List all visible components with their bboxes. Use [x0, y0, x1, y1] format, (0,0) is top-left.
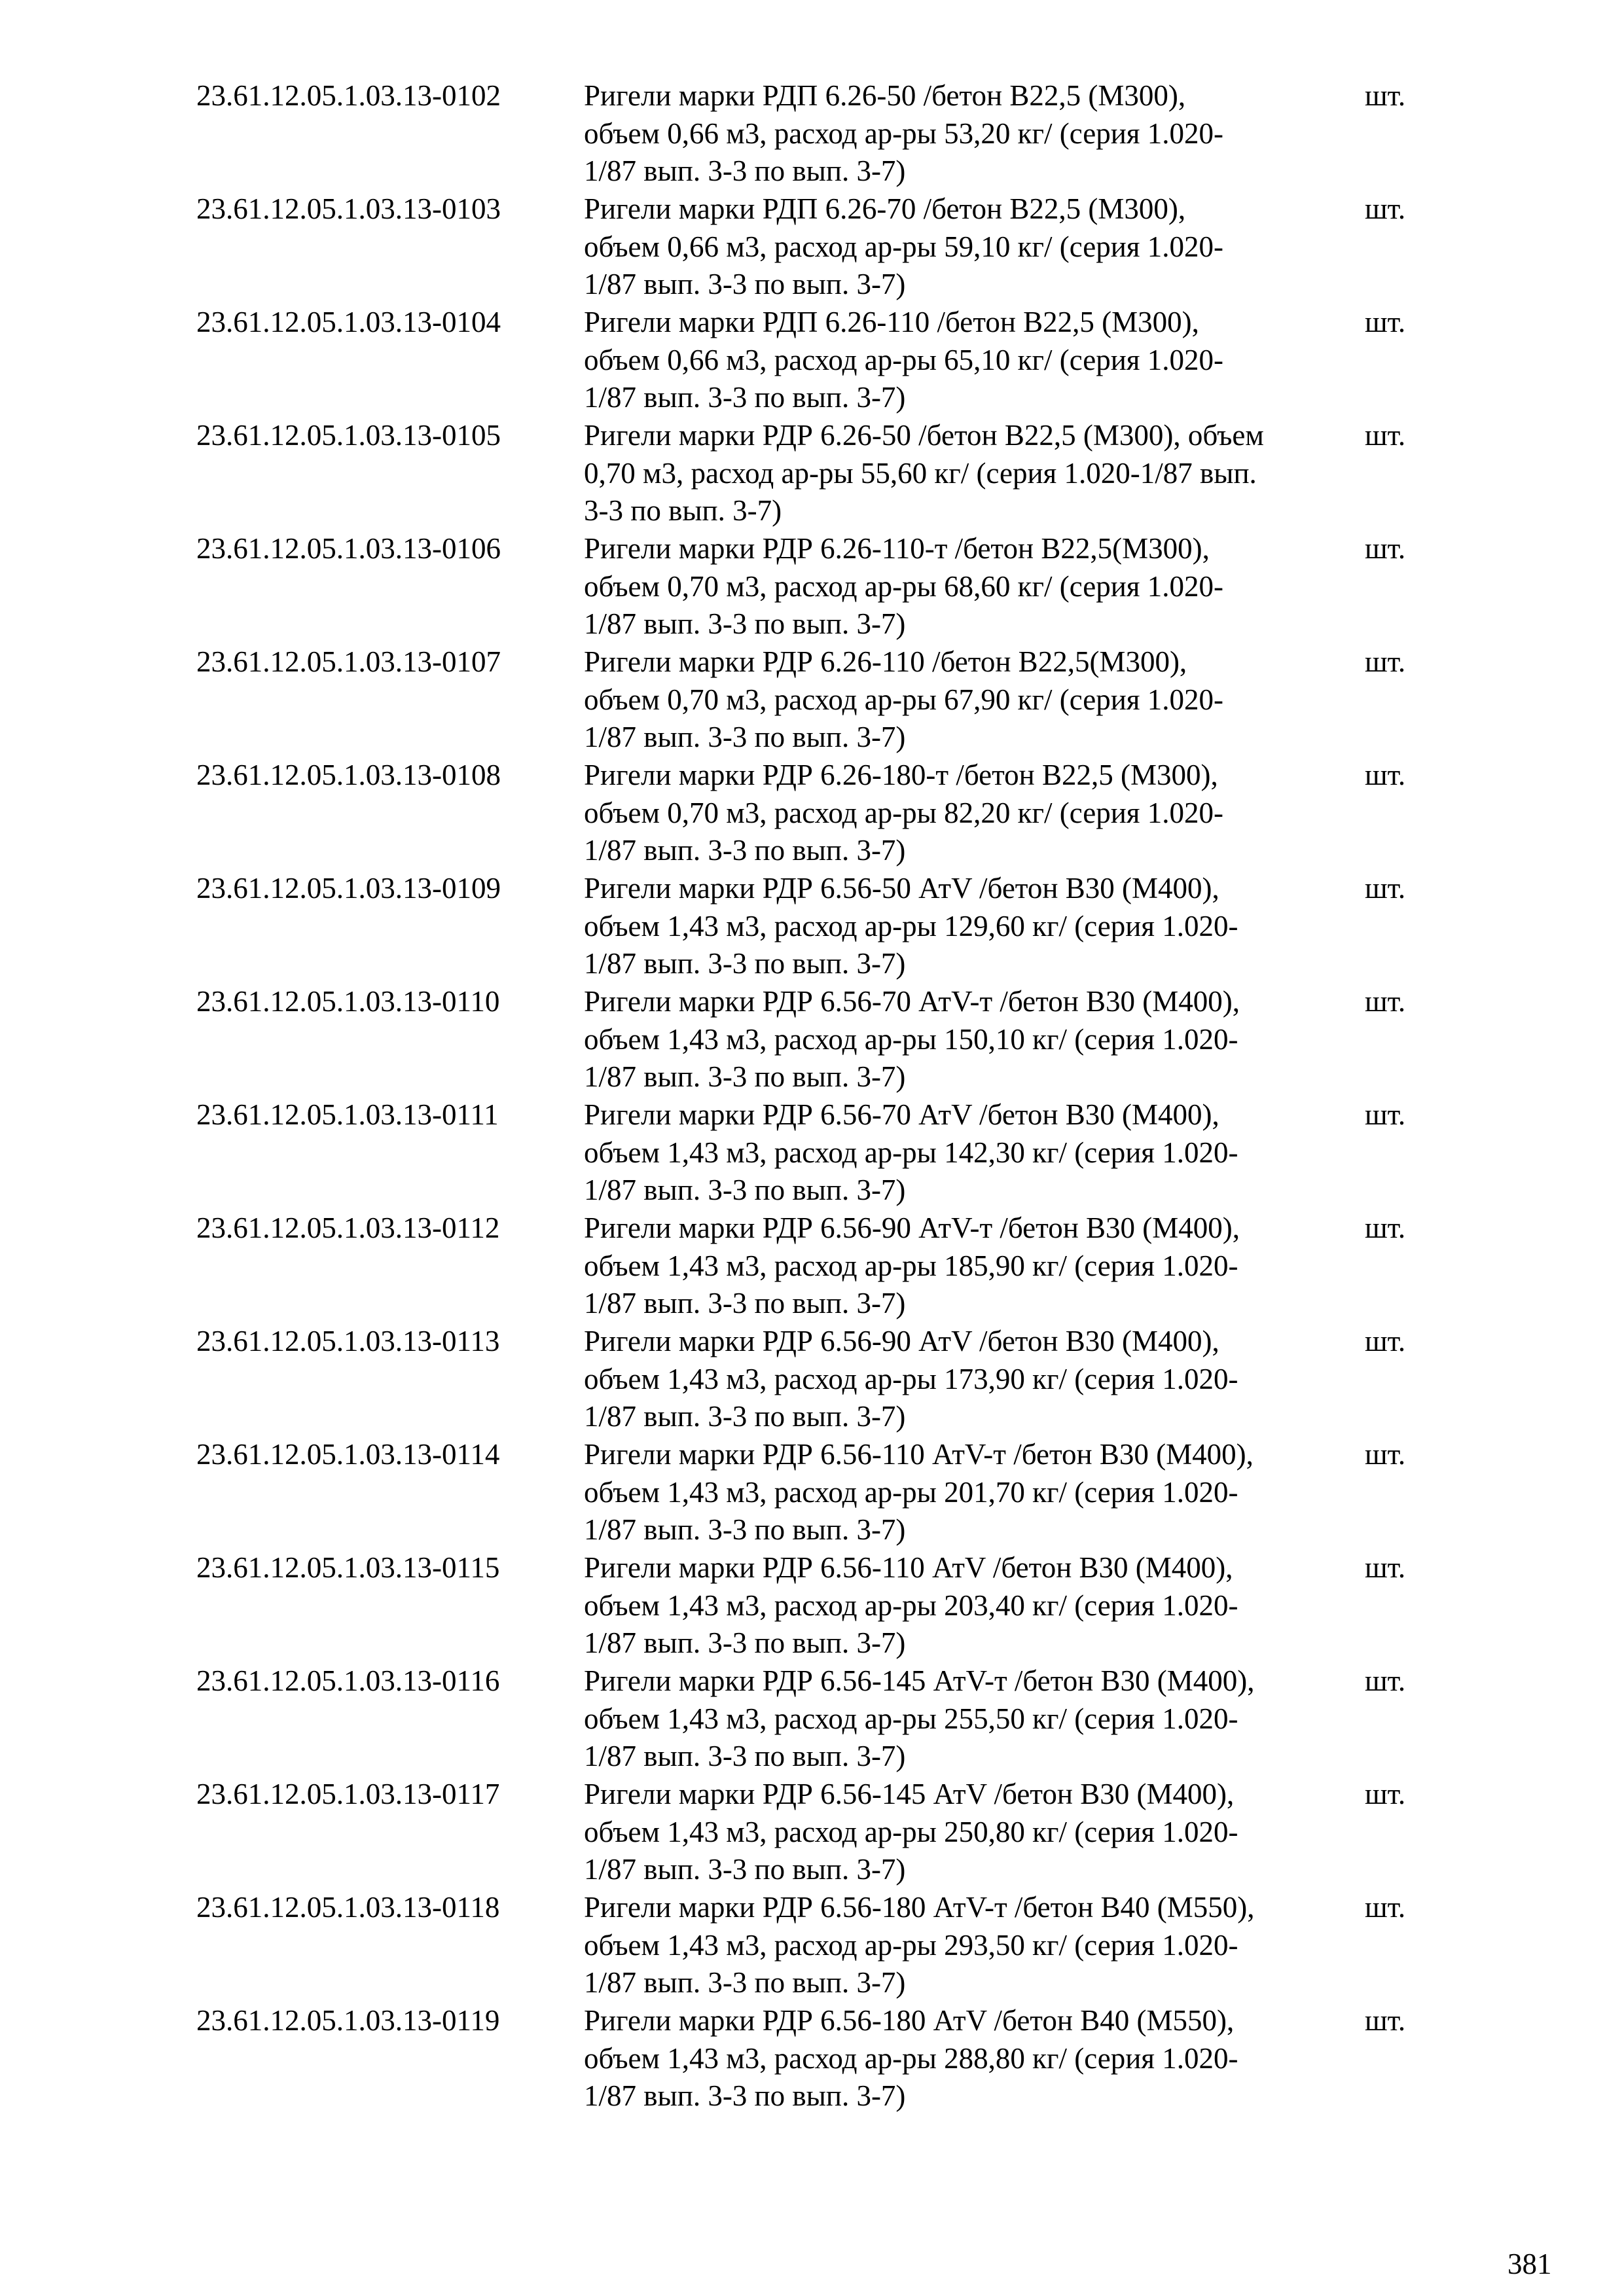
resource-description: [584, 757, 1350, 870]
description-line: Ригели марки РДР 6.56-180 АтV-т /бетон В40 (М550),: [584, 1891, 1255, 1924]
description-line: 3-3 по вып. 3-7): [584, 494, 782, 527]
table-row: [196, 1889, 1440, 2002]
unit-of-measure: шт.: [1365, 1211, 1406, 1244]
table-row: [196, 417, 1440, 530]
description-line: Ригели марки РДР 6.26-110-т /бетон В22,5(М300),: [584, 532, 1210, 565]
description-line: Ригели марки РДР 6.56-90 АтV-т /бетон В30 (М400),: [584, 1211, 1240, 1244]
page-number: 381: [1507, 2248, 1552, 2280]
resource-description: [584, 1096, 1350, 1210]
resource-description: [584, 643, 1350, 757]
resource-code: 23.61.12.05.1.03.13-0118: [196, 1891, 500, 1924]
description-line: Ригели марки РДР 6.56-180 АтV /бетон В40 (М550),: [584, 2004, 1235, 2037]
description-line: 1/87 вып. 3-3 по вып. 3-7): [584, 721, 906, 753]
table-row: [196, 1776, 1440, 1889]
unit-of-measure: шт.: [1365, 532, 1406, 565]
resource-description: [584, 1323, 1350, 1436]
description-line: Ригели марки РДР 6.56-145 АтV-т /бетон В30 (М400),: [584, 1664, 1255, 1697]
resource-description: [584, 190, 1350, 304]
description-line: 1/87 вып. 3-3 по вып. 3-7): [584, 834, 906, 867]
resource-code: 23.61.12.05.1.03.13-0105: [196, 419, 501, 452]
description-line: объем 0,66 м3, расход ар-ры 53,20 кг/ (серия 1.020-: [584, 117, 1223, 150]
resource-code: 23.61.12.05.1.03.13-0113: [196, 1325, 500, 1357]
resource-code: 23.61.12.05.1.03.13-0111: [196, 1098, 499, 1131]
resource-description: [584, 2002, 1350, 2115]
table-row: [196, 983, 1440, 1096]
resource-code: 23.61.12.05.1.03.13-0115: [196, 1551, 500, 1584]
description-line: Ригели марки РДР 6.26-110 /бетон В22,5(М300),: [584, 645, 1187, 678]
description-line: Ригели марки РДП 6.26-50 /бетон В22,5 (М300),: [584, 79, 1186, 112]
resource-code: 23.61.12.05.1.03.13-0112: [196, 1211, 500, 1244]
resource-table: [196, 77, 1440, 2115]
unit-of-measure: шт.: [1365, 1551, 1406, 1584]
table-row: [196, 530, 1440, 643]
table-row: [196, 1096, 1440, 1210]
resource-description: [584, 530, 1350, 643]
unit-of-measure: шт.: [1365, 1778, 1406, 1810]
description-line: объем 1,43 м3, расход ар-ры 250,80 кг/ (серия 1.020-: [584, 1815, 1238, 1848]
description-line: объем 1,43 м3, расход ар-ры 150,10 кг/ (серия 1.020-: [584, 1022, 1238, 1056]
table-row: [196, 77, 1440, 190]
table-row: [196, 757, 1440, 870]
table-row: [196, 1210, 1440, 1323]
resource-description: [584, 1889, 1350, 2002]
description-line: 1/87 вып. 3-3 по вып. 3-7): [584, 1853, 906, 1886]
description-line: 1/87 вып. 3-3 по вып. 3-7): [584, 1174, 906, 1206]
description-line: 1/87 вып. 3-3 по вып. 3-7): [584, 607, 906, 640]
description-line: объем 0,70 м3, расход ар-ры 68,60 кг/ (серия 1.020-: [584, 569, 1223, 603]
description-line: объем 1,43 м3, расход ар-ры 203,40 кг/ (серия 1.020-: [584, 1588, 1238, 1622]
description-line: Ригели марки РДР 6.56-90 АтV /бетон В30 (М400),: [584, 1325, 1219, 1357]
resource-description: [584, 1776, 1350, 1889]
description-line: Ригели марки РДР 6.56-110 АтV /бетон В30 (М400),: [584, 1551, 1233, 1584]
resource-code: 23.61.12.05.1.03.13-0117: [196, 1778, 500, 1810]
table-row: [196, 1549, 1440, 1662]
description-line: 1/87 вып. 3-3 по вып. 3-7): [584, 268, 906, 300]
resource-code: 23.61.12.05.1.03.13-0103: [196, 192, 501, 225]
unit-of-measure: шт.: [1365, 1325, 1406, 1357]
table-row: [196, 304, 1440, 417]
description-line: 1/87 вып. 3-3 по вып. 3-7): [584, 1966, 906, 1999]
description-line: объем 1,43 м3, расход ар-ры 142,30 кг/ (серия 1.020-: [584, 1136, 1238, 1169]
description-line: объем 0,66 м3, расход ар-ры 59,10 кг/ (серия 1.020-: [584, 230, 1223, 263]
description-line: объем 1,43 м3, расход ар-ры 185,90 кг/ (серия 1.020-: [584, 1249, 1238, 1282]
table-row: [196, 1662, 1440, 1776]
description-line: объем 1,43 м3, расход ар-ры 293,50 кг/ (серия 1.020-: [584, 1928, 1238, 1962]
description-line: объем 1,43 м3, расход ар-ры 173,90 кг/ (серия 1.020-: [584, 1362, 1238, 1395]
resource-code: 23.61.12.05.1.03.13-0108: [196, 759, 501, 791]
resource-description: [584, 417, 1350, 530]
resource-code: 23.61.12.05.1.03.13-0116: [196, 1664, 500, 1697]
description-line: Ригели марки РДР 6.56-145 АтV /бетон В30 (М400),: [584, 1778, 1235, 1810]
resource-code: 23.61.12.05.1.03.13-0104: [196, 306, 501, 338]
unit-of-measure: шт.: [1365, 79, 1406, 112]
table-row: [196, 1436, 1440, 1549]
resource-code: 23.61.12.05.1.03.13-0110: [196, 985, 500, 1018]
description-line: Ригели марки РДР 6.56-70 АтV-т /бетон В30 (М400),: [584, 985, 1240, 1018]
description-line: Ригели марки РДР 6.26-180-т /бетон В22,5 (М300),: [584, 759, 1218, 791]
resource-description: [584, 1549, 1350, 1662]
unit-of-measure: шт.: [1365, 1891, 1406, 1924]
description-line: 1/87 вып. 3-3 по вып. 3-7): [584, 1626, 906, 1659]
description-line: 1/87 вып. 3-3 по вып. 3-7): [584, 947, 906, 980]
resource-code: 23.61.12.05.1.03.13-0109: [196, 872, 501, 905]
description-line: объем 1,43 м3, расход ар-ры 201,70 кг/ (серия 1.020-: [584, 1475, 1238, 1509]
unit-of-measure: шт.: [1365, 419, 1406, 452]
description-line: Ригели марки РДР 6.56-50 АтV /бетон В30 (М400),: [584, 872, 1219, 905]
description-line: объем 1,43 м3, расход ар-ры 255,50 кг/ (серия 1.020-: [584, 1702, 1238, 1735]
description-line: 1/87 вып. 3-3 по вып. 3-7): [584, 1287, 906, 1319]
description-line: Ригели марки РДР 6.56-70 АтV /бетон В30 (М400),: [584, 1098, 1219, 1131]
resource-description: [584, 304, 1350, 417]
unit-of-measure: шт.: [1365, 1098, 1406, 1131]
description-line: Ригели марки РДР 6.56-110 АтV-т /бетон В30 (М400),: [584, 1438, 1254, 1471]
resource-description: [584, 1436, 1350, 1549]
table-row: [196, 1323, 1440, 1436]
table-row: [196, 2002, 1440, 2115]
resource-code: 23.61.12.05.1.03.13-0119: [196, 2004, 500, 2037]
description-line: объем 0,70 м3, расход ар-ры 82,20 кг/ (серия 1.020-: [584, 796, 1223, 829]
resource-description: [584, 1210, 1350, 1323]
description-line: 1/87 вып. 3-3 по вып. 3-7): [584, 1513, 906, 1546]
unit-of-measure: шт.: [1365, 759, 1406, 791]
description-line: объем 0,70 м3, расход ар-ры 67,90 кг/ (серия 1.020-: [584, 683, 1223, 716]
unit-of-measure: шт.: [1365, 192, 1406, 225]
table-row: [196, 190, 1440, 304]
description-line: 1/87 вып. 3-3 по вып. 3-7): [584, 1740, 906, 1772]
unit-of-measure: шт.: [1365, 1664, 1406, 1697]
unit-of-measure: шт.: [1365, 645, 1406, 678]
resource-code: 23.61.12.05.1.03.13-0106: [196, 532, 501, 565]
resource-code: 23.61.12.05.1.03.13-0107: [196, 645, 501, 678]
description-line: 1/87 вып. 3-3 по вып. 3-7): [584, 381, 906, 414]
unit-of-measure: шт.: [1365, 2004, 1406, 2037]
resource-description: [584, 1662, 1350, 1776]
resource-description: [584, 983, 1350, 1096]
unit-of-measure: шт.: [1365, 872, 1406, 905]
description-line: 1/87 вып. 3-3 по вып. 3-7): [584, 154, 906, 187]
resource-description: [584, 870, 1350, 983]
description-line: 0,70 м3, расход ар-ры 55,60 кг/ (серия 1.020-1/87 вып.: [584, 456, 1257, 490]
unit-of-measure: шт.: [1365, 306, 1406, 338]
description-line: объем 1,43 м3, расход ар-ры 129,60 кг/ (серия 1.020-: [584, 909, 1238, 942]
table-row: [196, 870, 1440, 983]
description-line: Ригели марки РДП 6.26-70 /бетон В22,5 (М300),: [584, 192, 1186, 225]
description-line: Ригели марки РДП 6.26-110 /бетон В22,5 (М300),: [584, 306, 1199, 338]
description-line: 1/87 вып. 3-3 по вып. 3-7): [584, 1400, 906, 1433]
resource-code: 23.61.12.05.1.03.13-0114: [196, 1438, 500, 1471]
description-line: объем 0,66 м3, расход ар-ры 65,10 кг/ (серия 1.020-: [584, 343, 1223, 376]
description-line: Ригели марки РДР 6.26-50 /бетон В22,5 (М300), объем: [584, 419, 1264, 452]
unit-of-measure: шт.: [1365, 1438, 1406, 1471]
description-line: 1/87 вып. 3-3 по вып. 3-7): [584, 1060, 906, 1093]
resource-description: [584, 77, 1350, 190]
resource-code: 23.61.12.05.1.03.13-0102: [196, 79, 501, 112]
table-row: [196, 643, 1440, 757]
description-line: объем 1,43 м3, расход ар-ры 288,80 кг/ (серия 1.020-: [584, 2041, 1238, 2075]
description-line: 1/87 вып. 3-3 по вып. 3-7): [584, 2079, 906, 2112]
unit-of-measure: шт.: [1365, 985, 1406, 1018]
